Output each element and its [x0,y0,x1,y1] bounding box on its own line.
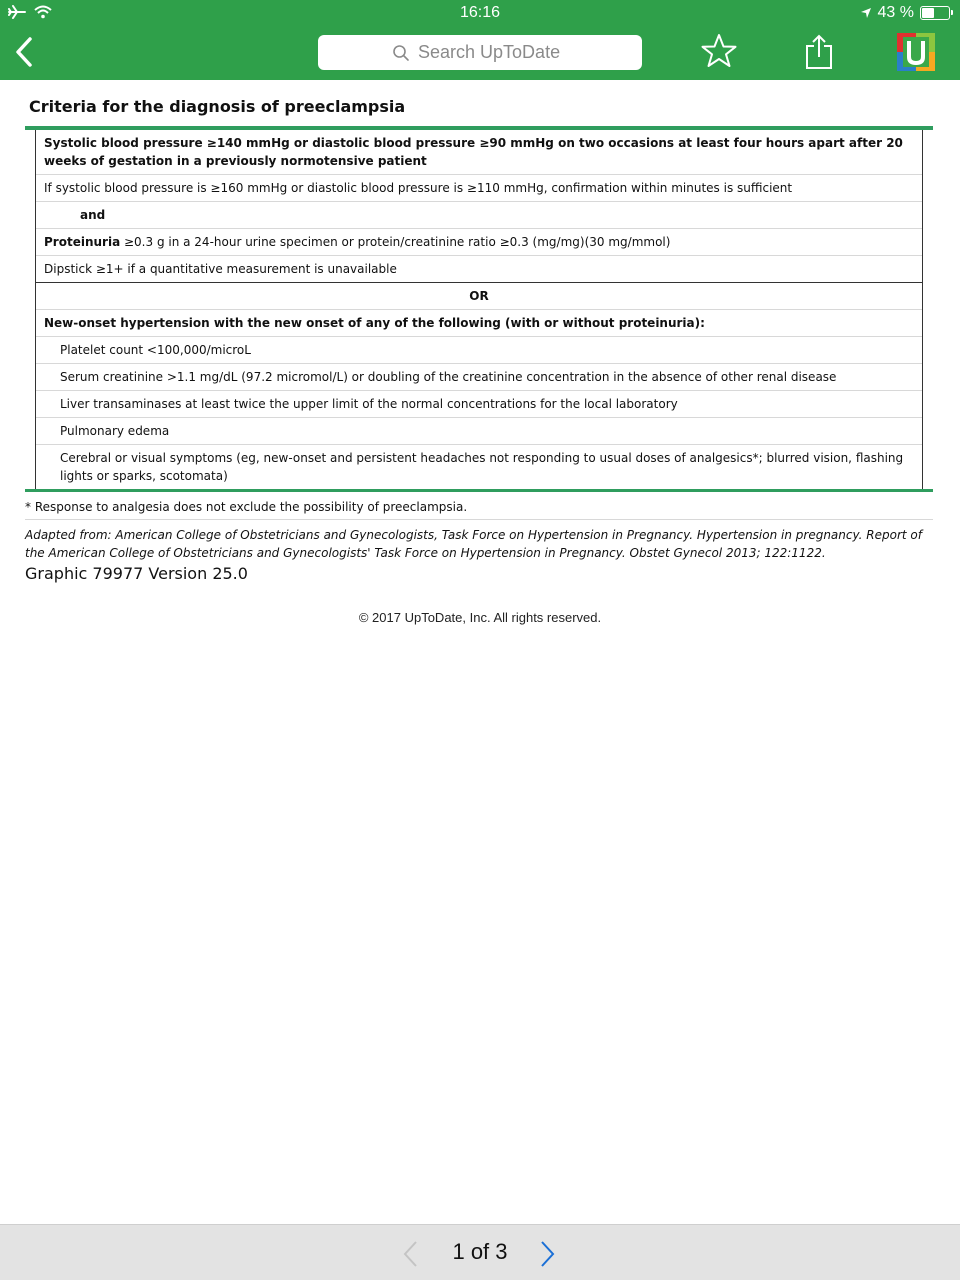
table-row-platelet: Platelet count <100,000/microL [36,337,922,364]
proteinuria-text: ≥0.3 g in a 24-hour urine specimen or protein/creatinine ratio ≥0.3 (mg/mg)(30 mg/mmol) [120,235,671,249]
status-time: 16:16 [459,4,501,21]
copyright-notice: © 2017 UpToDate, Inc. All rights reserved. [358,610,602,625]
footnote: * Response to analgesia does not exclude the possibility of preeclampsia. [25,492,933,520]
search-input[interactable] [418,42,568,63]
table-row-proteinuria [36,229,922,256]
proteinuria-label: Proteinuria [44,235,121,249]
document-content [25,96,935,583]
table-row-creatinine: Serum creatinine >1.1 mg/dL (97.2 micromol/L) or doubling of the creatinine concentration in the absence of other renal disease [36,364,922,391]
battery-percent: 43 % [877,4,914,21]
table-row-dipstick: Dipstick ≥1+ if a quantitative measurement is unavailable [36,256,922,283]
criteria-table-body [35,130,923,489]
top-bar [0,0,960,80]
table-row-cerebral: Cerebral or visual symptoms (eg, new-onset and persistent headaches not responding to usual doses of analgesics*; blurred vision, flashing lights or sparks, scotomata) [60,451,904,483]
previous-page-icon[interactable] [400,1239,422,1269]
table-row-or: OR [36,283,922,310]
table-row-and: and [36,202,922,229]
location-arrow-icon [860,7,872,19]
search-box[interactable] [318,35,642,70]
bottom-pager-bar [0,1224,960,1280]
adapted-from-citation: Adapted from: American College of Obstetricians and Gynecologists, Task Force on Hypertension in Pregnancy. Hypertension in pregnancy. Report of the American College of Obstetricians and Gynecologists' Task Force on Hypertension in Pregnancy. Obstet Gynecol 2013; 122:1122. [25,528,922,560]
table-row-transaminases: Liver transaminases at least twice the upper limit of the normal concentrations for the local laboratory [36,391,922,418]
criteria-table [25,126,933,492]
back-chevron-icon[interactable] [10,34,40,70]
table-row-new-onset: New-onset hypertension with the new onset of any of the following (with or without proteinuria): [36,310,922,337]
table-row-systolic-criteria: Systolic blood pressure ≥140 mmHg or diastolic blood pressure ≥90 mmHg on two occasions at least four hours apart after 20 weeks of gestation in a previously normotensive patient [36,130,922,175]
status-right [860,4,950,22]
page-indicator: 1 of 3 [452,1239,508,1264]
graphic-version: Graphic 79977 Version 25.0 [25,564,248,583]
page-title: Criteria for the diagnosis of preeclampsia [29,97,406,116]
status-bar [0,0,960,26]
battery-icon [920,6,950,20]
table-row-pulmonary-edema: Pulmonary edema [36,418,922,445]
uptodate-logo[interactable] [897,33,935,71]
search-icon [392,44,410,62]
next-page-icon[interactable] [536,1239,558,1269]
star-icon[interactable] [700,33,738,69]
table-row-severe-bp: If systolic blood pressure is ≥160 mmHg or diastolic blood pressure is ≥110 mmHg, confirmation within minutes is sufficient [36,175,922,202]
share-icon[interactable] [804,33,834,71]
